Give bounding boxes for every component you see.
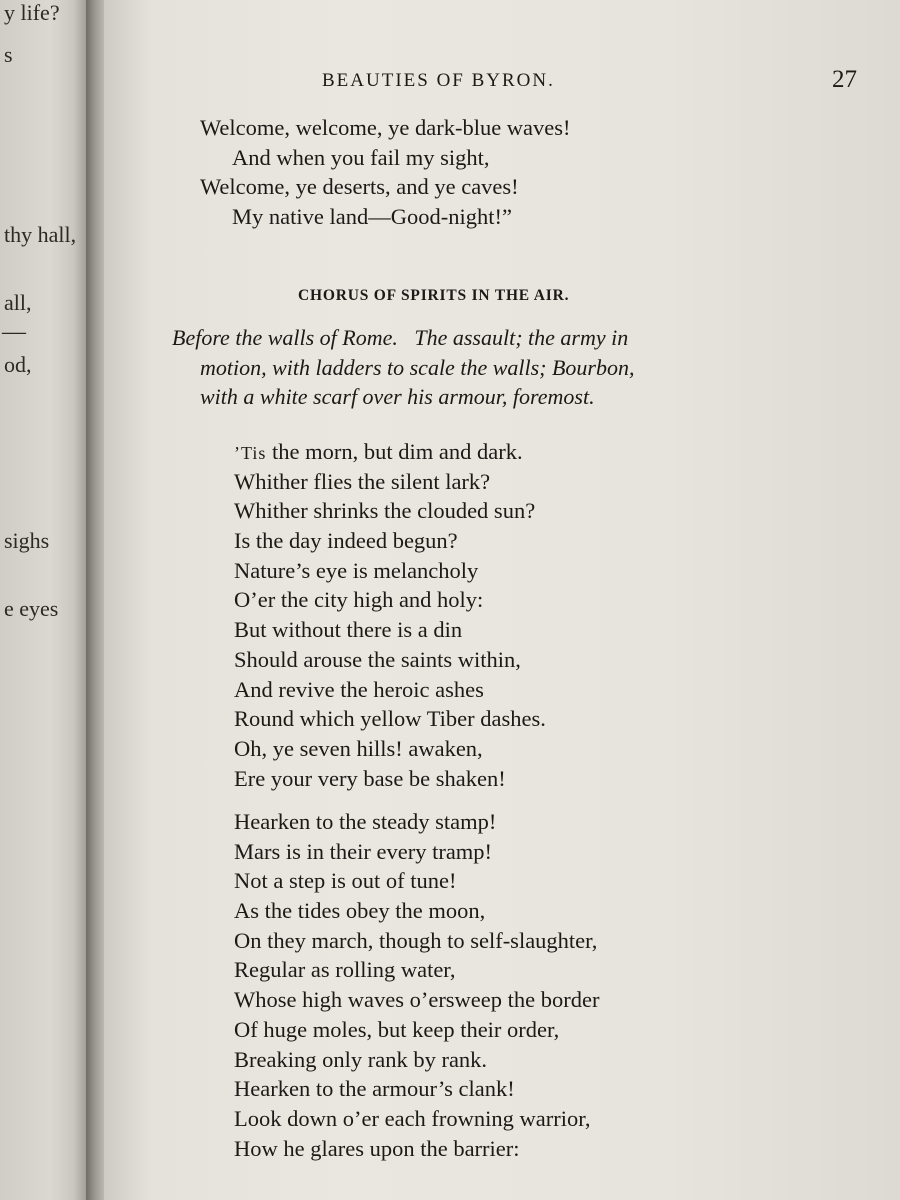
verse-line: Of huge moles, but keep their order, — [234, 1016, 560, 1042]
chorus-stanza-1 — [234, 437, 546, 793]
verse-line-text: the morn, but dim and dark. — [266, 439, 523, 464]
closing-stanza — [200, 113, 571, 232]
verse-line: And revive the heroic ashes — [234, 676, 484, 702]
verse-line: Welcome, welcome, ye dark-blue waves! — [200, 115, 571, 140]
section-title: CHORUS OF SPIRITS IN THE AIR. — [298, 287, 570, 304]
book-page — [104, 0, 900, 1200]
verse-line: Whither flies the silent lark? — [234, 468, 491, 494]
stage-direction-line: with a white scarf over his armour, foremost. — [200, 384, 595, 409]
verse-line: Ere your very base be shaken! — [234, 765, 506, 791]
verse-line: Breaking only rank by rank. — [234, 1046, 488, 1072]
verse-line: Oh, ye seven hills! awaken, — [234, 735, 483, 761]
margin-fragment: e eyes — [4, 596, 59, 621]
verse-line: Regular as rolling water, — [234, 957, 456, 983]
stage-direction — [172, 323, 872, 412]
margin-fragment: all, — [4, 290, 32, 315]
verse-line: Hearken to the steady stamp! — [234, 809, 497, 834]
verse-line: Not a step is out of tune! — [234, 868, 457, 894]
margin-fragment: y life? — [4, 0, 60, 25]
verse-line: Mars is in their every tramp! — [234, 838, 493, 864]
verse-line — [234, 437, 546, 467]
margin-fragment: thy hall, — [4, 222, 77, 247]
stage-direction-line: motion, with ladders to scale the walls; Bourbon, — [200, 354, 635, 380]
chorus-stanza-2 — [234, 807, 600, 1163]
verse-line: But without there is a din — [234, 617, 463, 643]
verse-line: Nature’s eye is melancholy — [234, 557, 479, 583]
verse-line: And when you fail my sight, — [232, 144, 490, 170]
running-head: BEAUTIES OF BYRON. — [322, 70, 555, 91]
verse-line: On they march, though to self-slaughter, — [234, 927, 598, 953]
verse-line: Hearken to the armour’s clank! — [234, 1076, 515, 1102]
margin-fragment: od, — [4, 352, 32, 377]
verse-line: O’er the city high and holy: — [234, 587, 484, 613]
page-number: 27 — [832, 66, 857, 93]
small-caps-opening: ’Tis — [234, 443, 267, 463]
stage-direction-line: Before the walls of Rome. The assault; the army in — [172, 325, 629, 350]
verse-line: As the tides obey the moon, — [234, 898, 486, 924]
verse-line: Is the day indeed begun? — [234, 528, 458, 554]
facing-page — [0, 0, 92, 1200]
verse-line: My native land—Good-night!” — [232, 204, 512, 230]
verse-line: Look down o’er each frowning warrior, — [234, 1105, 591, 1131]
margin-fragment: s — [4, 42, 13, 67]
margin-fragment: — — [2, 319, 26, 345]
verse-line: Should arouse the saints within, — [234, 646, 521, 672]
verse-line: Round which yellow Tiber dashes. — [234, 706, 546, 732]
verse-line: How he glares upon the barrier: — [234, 1135, 520, 1161]
margin-fragment: sighs — [4, 528, 50, 553]
verse-line: Welcome, ye deserts, and ye caves! — [200, 174, 519, 200]
verse-line: Whose high waves o’ersweep the border — [234, 987, 600, 1013]
verse-line: Whither shrinks the clouded sun? — [234, 498, 536, 524]
